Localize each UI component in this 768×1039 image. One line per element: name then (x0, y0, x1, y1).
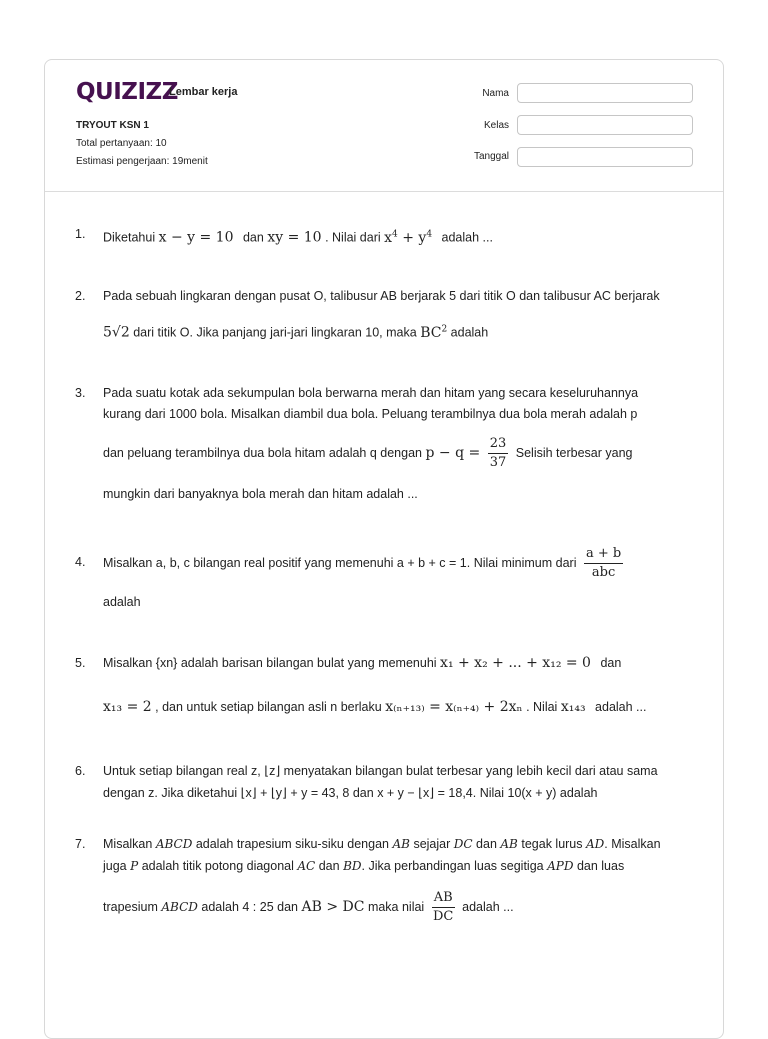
q1-math-2: xy = 10 (267, 229, 322, 246)
q6-line-1: Untuk setiap bilangan real z, ⌊z⌋ menyatakan bilangan bulat terbesar yang lebih kecil dari atau sama (103, 764, 658, 778)
q2-text-a: dari titik O. Jika panjang jari-jari lingkaran 10, maka (133, 325, 417, 340)
q7-text: dan (476, 837, 497, 851)
q5-text-c: , dan untuk setiap bilangan asli n berlaku (155, 700, 382, 714)
q7-text: tegak lurus (521, 837, 583, 851)
q2-text-b: adalah (450, 325, 489, 340)
q7-text: juga (103, 859, 127, 873)
q3-math: p − q = (425, 445, 481, 461)
question-number: 4. (75, 555, 86, 569)
quizizz-logo: QUIZIZZ (76, 79, 178, 105)
class-label: Kelas (483, 120, 509, 131)
question-number: 1. (75, 227, 86, 241)
q3-text-a: dan peluang terambilnya dua bola hitam adalah q dengan (103, 446, 422, 460)
q3-line-4: mungkin dari banyaknya bola merah dan hitam adalah ... (103, 487, 418, 501)
question-number: 3. (75, 386, 86, 400)
q7-text: sejajar (413, 837, 451, 851)
q7-text: . Misalkan (604, 837, 661, 851)
q3-line-1: Pada suatu kotak ada sekumpulan bola berwarna merah dan hitam yang secara keseluruhannya (103, 386, 639, 400)
q3-line-2: kurang dari 1000 bola. Misalkan diambil dua bola. Peluang terambilnya dua bola merah adalah p (103, 407, 638, 421)
q5-text-b: dan (600, 656, 622, 670)
q1-math-3: $x^4 + y^4$ (384, 229, 433, 246)
q2-math-2: $BC^2$ (420, 324, 448, 341)
q5-text-e: adalah ... (595, 700, 647, 714)
estimated-time: Estimasi pengerjaan: 19menit (76, 156, 208, 167)
q1-text-c: . Nilai dari (325, 230, 381, 245)
q2-line-1: Pada sebuah lingkaran dengan pusat O, talibusur AB berjarak 5 dari titik O dan talibusur AC berjarak (103, 289, 660, 303)
date-input[interactable] (517, 147, 693, 167)
q7-text: adalah trapesium siku-siku dengan (195, 837, 389, 851)
sheet-label: Lembar kerja (169, 86, 238, 98)
q7-math: BD (343, 859, 362, 873)
q7-text: Misalkan (103, 837, 153, 851)
q7-text: dan (318, 859, 340, 873)
q5-text-d: . Nilai (526, 700, 558, 714)
worksheet-card (44, 59, 724, 1039)
question-number: 5. (75, 656, 86, 670)
q1-text-d: adalah ... (441, 230, 493, 245)
q7-math: ABCD (161, 900, 198, 914)
class-input[interactable] (517, 115, 693, 135)
q7-text: adalah 4 : 25 dan (201, 900, 298, 914)
q7-math: AB > DC (301, 899, 365, 915)
q6-line-2: dengan z. Jika diketahui ⌊x⌋ + ⌊y⌋ + y = 43, 8 dan x + y − ⌊x⌋ = 18,4. Nilai 10(x + y) adalah (103, 786, 598, 800)
q7-math: ABCD (155, 837, 193, 851)
q7-text: . Jika perbandingan luas segitiga (361, 859, 544, 873)
q1-math-1: x − y = 10 (158, 229, 234, 246)
name-label: Nama (482, 88, 509, 99)
q7-math: AB (500, 837, 518, 851)
q2-math-1: 5√2 (103, 324, 130, 341)
q3-fraction: $\frac{23}{37}$ (489, 436, 507, 471)
q7-fraction: $\frac{AB}{DC}$ (432, 890, 454, 925)
q7-math: AC (297, 859, 316, 873)
q7-math: AB (392, 837, 410, 851)
worksheet-header (45, 60, 723, 192)
q7-math: DC (453, 837, 473, 851)
question-number: 7. (75, 837, 86, 851)
q4-text: Misalkan a, b, c bilangan real positif yang memenuhi a + b + c = 1. Nilai minimum dari (103, 556, 577, 570)
worksheet-title: TRYOUT KSN 1 (76, 120, 149, 131)
date-label: Tanggal (473, 151, 509, 162)
q7-math: P (130, 859, 139, 873)
question-number: 6. (75, 764, 86, 778)
total-questions: Total pertanyaan: 10 (76, 138, 167, 149)
q1-text-b: dan (242, 230, 264, 245)
q5-math-2: x₁₃ = 2 (103, 699, 152, 715)
q7-text: dan luas (576, 859, 625, 873)
q4-fraction: $\frac{a + b}{\text{abc}}$ (585, 546, 622, 581)
q5-math-3: x₍ₙ₊₁₃₎ = x₍ₙ₊₄₎ + 2xₙ (385, 699, 523, 715)
q5-math-4: x₁₄₃ (560, 699, 586, 715)
q7-text: adalah titik potong diagonal (141, 859, 294, 873)
q7-text: maka nilai (367, 900, 425, 914)
q5-math-1: x₁ + x₂ + ... + x₁₂ = 0 (440, 655, 591, 671)
q7-text: adalah ... (462, 900, 514, 914)
q5-text-a: Misalkan {xn} adalah barisan bilangan bulat yang memenuhi (103, 656, 437, 670)
q7-text: trapesium (103, 900, 158, 914)
q7-math: AD (586, 837, 605, 851)
q3-text-b: Selisih terbesar yang (515, 446, 633, 460)
question-number: 2. (75, 289, 86, 303)
q7-math: APD (547, 859, 574, 873)
q4-line-2: adalah (103, 595, 141, 609)
q1-text-a: Diketahui (103, 230, 156, 245)
name-input[interactable] (517, 83, 693, 103)
